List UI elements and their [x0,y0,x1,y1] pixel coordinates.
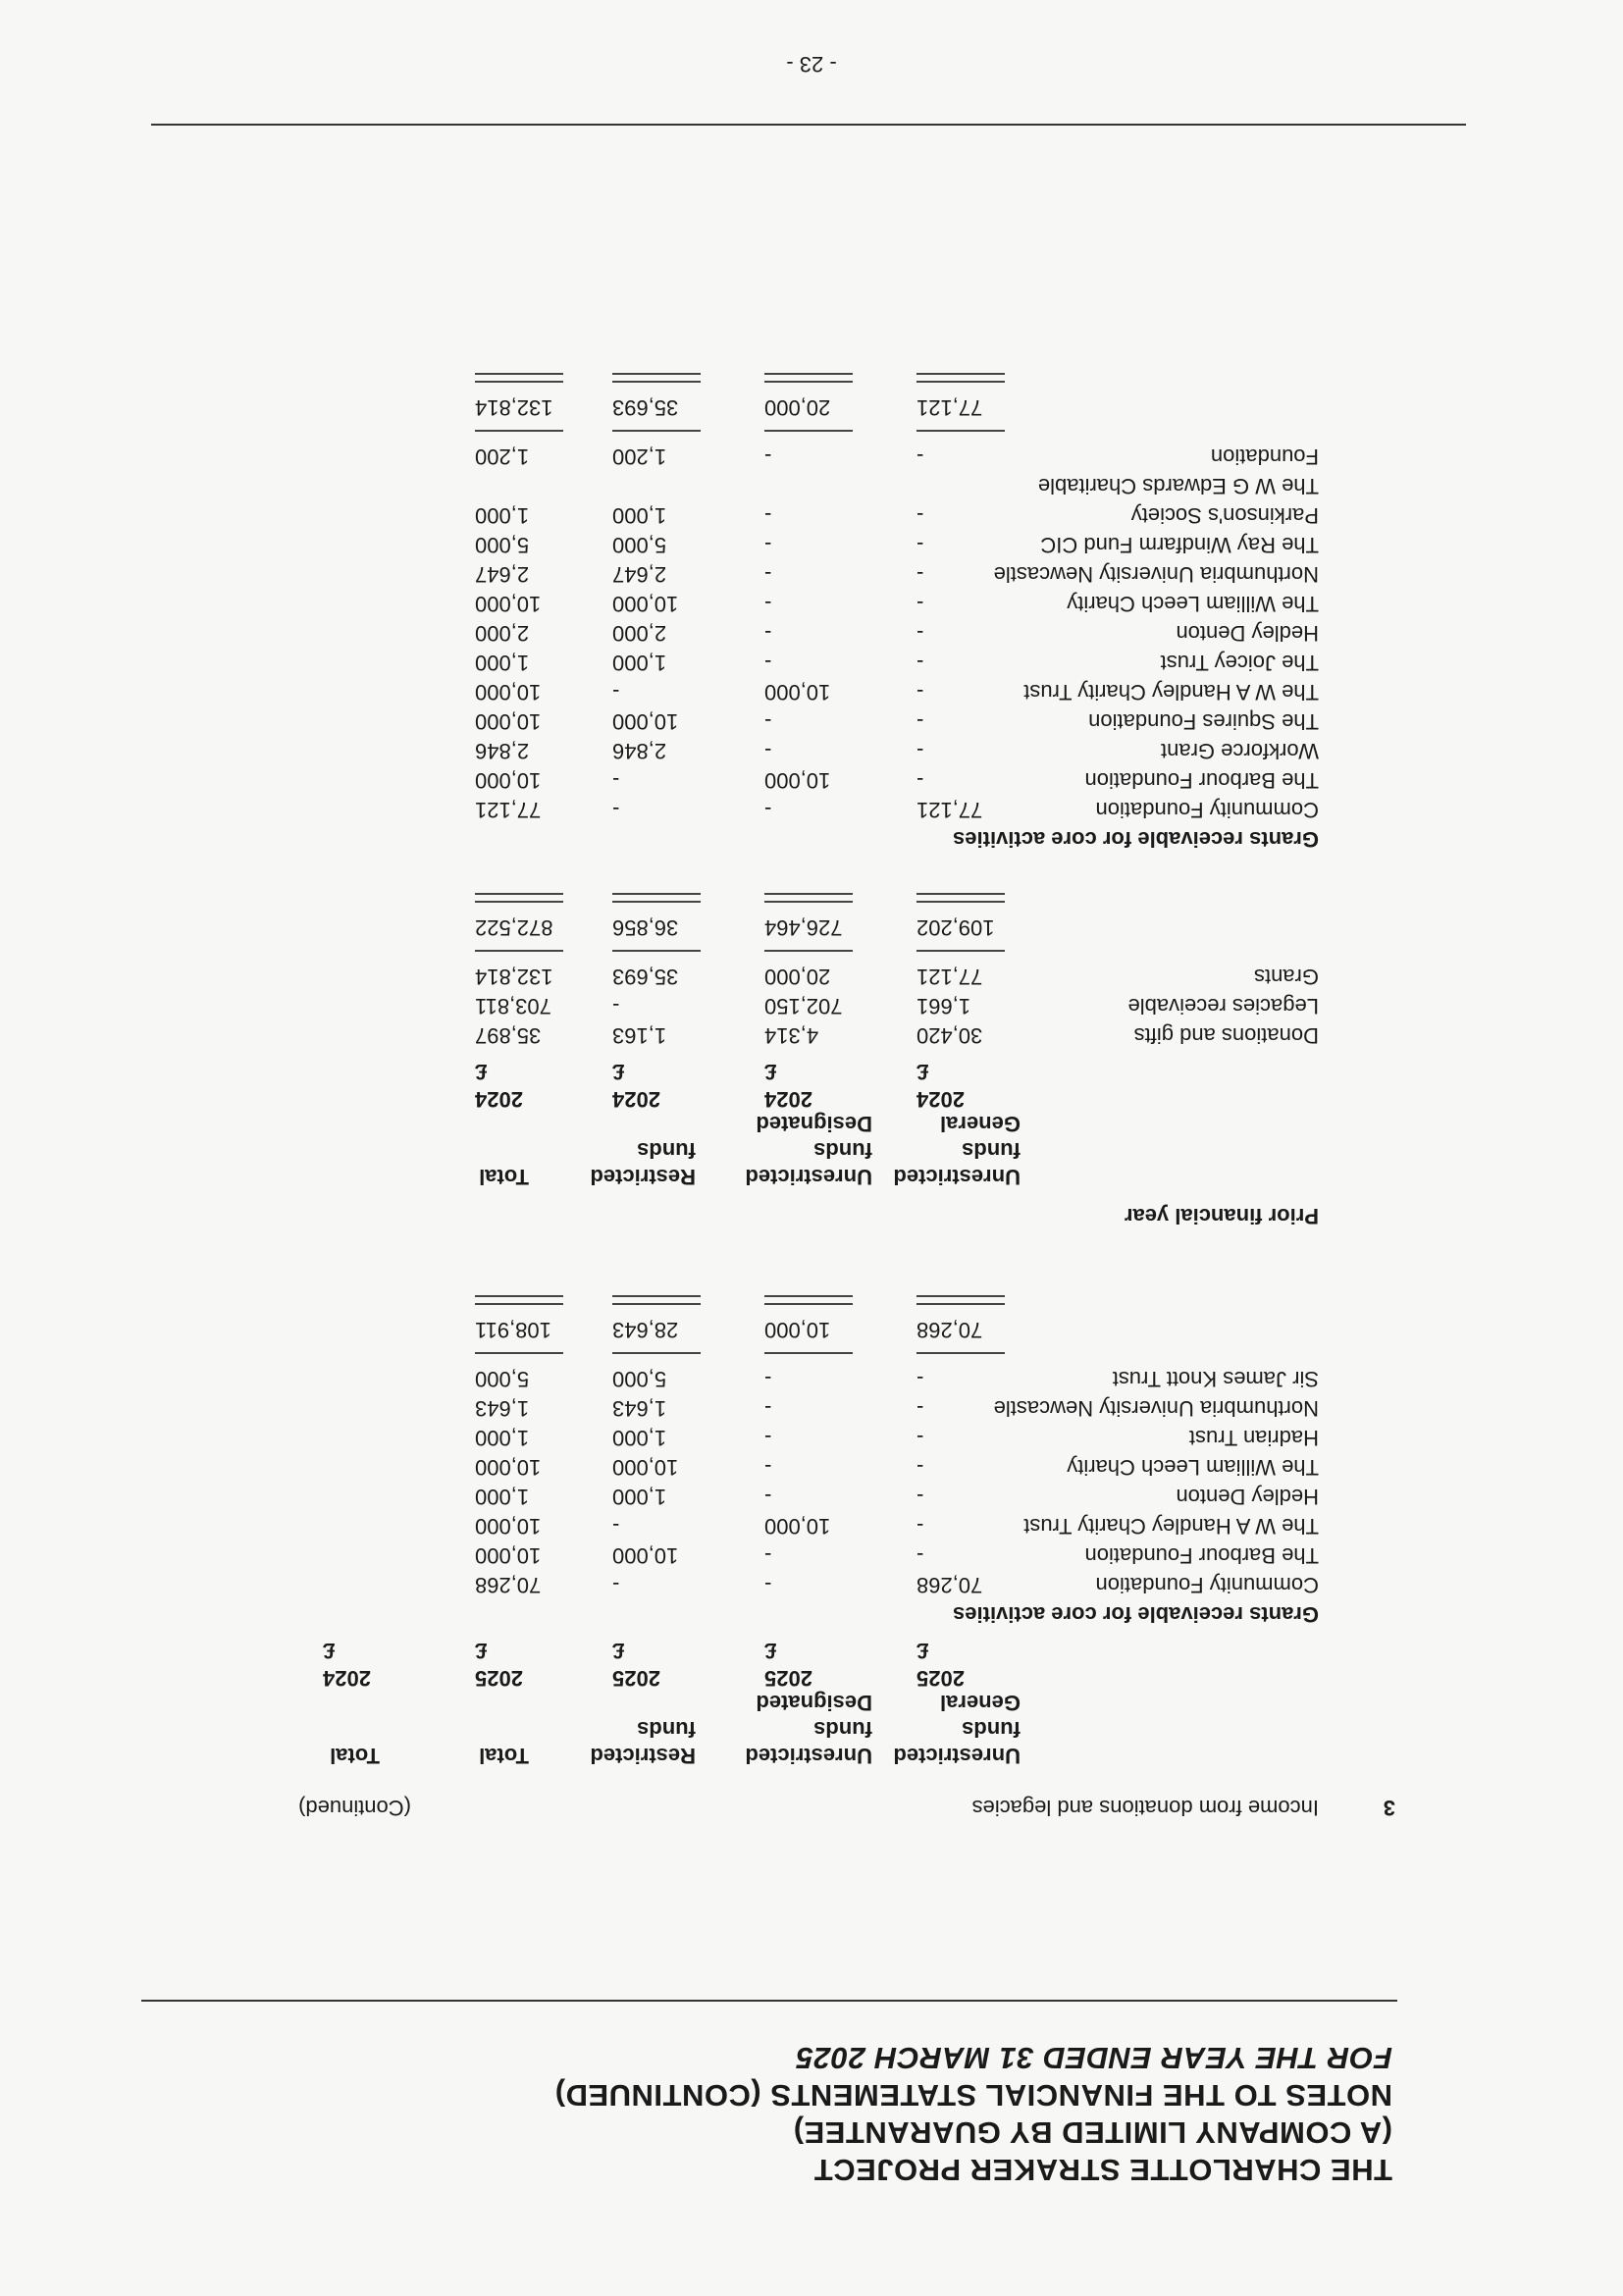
rule [916,950,1005,952]
double-rule [764,1295,853,1305]
prior-year-heading: Prior financial year [1124,1204,1319,1228]
year-row-current: 2025 2025 2025 2025 2024 [323,1666,965,1691]
rule [916,1352,1005,1354]
table-row: Grants 77,121 20,000 35,693 132,814 [475,965,1319,989]
double-rule [916,1295,1005,1305]
col-header-restricted: Restricted funds [590,1717,696,1768]
double-rule [475,1295,563,1305]
table-row: The W A Handley Charity Trust - 10,000 - 10,000 [475,1514,1319,1539]
rule [475,950,563,952]
table-row: Hedley Denton - - 1,000 1,000 [475,1485,1319,1509]
table-row: Northumbria University Newcastle - - 1,643 1,643 [475,1396,1319,1421]
col-header-unrestricted-designated: Unrestricted funds Designated [745,1691,872,1768]
table-row: Hedley Denton - - 2,000 2,000 [475,621,1319,646]
table-row: Workforce Grant - - 2,846 2,846 [475,739,1319,763]
table-row: The Barbour Foundation - 10,000 - 10,000 [475,768,1319,793]
col-header-restricted-prior: Restricted funds [590,1138,696,1189]
rule [612,1352,701,1354]
rule [475,430,563,432]
year-ended: FOR THE YEAR ENDED 31 MARCH 2025 [795,2041,1392,2075]
table-row: Parkinson's Society - - 1,000 1,000 [475,503,1319,528]
note-title: Income from donations and legacies [971,1796,1319,1820]
rule [475,1352,563,1354]
company-type: (A COMPANY LIMITED BY GUARANTEE) [793,2115,1392,2150]
table-row: The Ray Windfarm Fund CIC - - 5,000 5,000 [475,533,1319,557]
table-row: The Joicey Trust - - 1,000 1,000 [475,651,1319,675]
notes-title: NOTES TO THE FINANCIAL STATEMENTS (CONTINUED) [554,2078,1392,2113]
double-rule [612,1295,701,1305]
table-row: The William Leech Charity - - 10,000 10,000 [475,1455,1319,1480]
rule [764,950,853,952]
page-number: - 23 - [786,52,837,77]
footer-rule [151,124,1466,126]
double-rule [612,373,701,383]
year-row-prior: 2024 2024 2024 2024 [475,1087,965,1112]
header-rule [141,2000,1397,2002]
table-row: The W G Edwards Charitable [1037,474,1319,498]
double-rule [612,893,701,903]
total-row-prior: 109,202 726,464 36,856 872,522 [475,915,995,940]
rule [612,950,701,952]
grants-total-prior: 77,121 20,000 35,693 132,814 [475,395,983,420]
table-row: Northumbria University Newcastle - - 2,647 2,647 [475,562,1319,587]
table-row: The Squires Foundation - - 10,000 10,000 [475,709,1319,734]
table-row: The W A Handley Charity Trust - 10,000 - 10,000 [475,680,1319,704]
col-header-total-current: Total [479,1744,529,1768]
table-row: The William Leech Charity - - 10,000 10,000 [475,592,1319,616]
currency-row-prior: £ £ £ £ [475,1060,929,1084]
total-row-current: 70,268 10,000 28,643 108,911 [475,1318,983,1342]
table-row: Donations and gifts 30,420 4,314 1,163 35,897 [475,1023,1319,1048]
double-rule [764,373,853,383]
grants-heading-prior: Grants receivable for core activities [953,827,1319,852]
table-row: The Barbour Foundation - - 10,000 10,000 [475,1543,1319,1568]
note-number: 3 [1383,1796,1395,1820]
double-rule [475,373,563,383]
grants-heading-current: Grants receivable for core activities [953,1602,1319,1627]
company-name: THE CHARLOTTE STRAKER PROJECT [813,2153,1392,2187]
table-row: Community Foundation 70,268 - - 70,268 [475,1573,1319,1597]
col-header-total-prior-year: Total [479,1165,529,1189]
rule [764,430,853,432]
double-rule [916,373,1005,383]
col-header-unrestricted-general: Unrestricted funds General [893,1691,1021,1768]
double-rule [764,893,853,903]
table-row: Foundation - - 1,200 1,200 [475,444,1319,469]
rule [764,1352,853,1354]
col-header-total-prior: Total [330,1744,380,1768]
col-header-unrestricted-designated-prior: Unrestricted funds Designated [745,1112,872,1189]
note-continued: (Continued) [298,1796,411,1820]
table-row: Legacies receivable 1,661 702,150 - 703,811 [475,994,1319,1018]
rule [612,430,701,432]
double-rule [916,893,1005,903]
double-rule [475,893,563,903]
rule [916,430,1005,432]
table-row: Community Foundation 77,121 - - 77,121 [475,798,1319,822]
table-row: Hadrian Trust - - 1,000 1,000 [475,1426,1319,1450]
currency-row-current: £ £ £ £ £ [323,1639,929,1663]
table-row: Sir James Knott Trust - - 5,000 5,000 [475,1367,1319,1391]
col-header-unrestricted-general-prior: Unrestricted funds General [893,1112,1021,1189]
